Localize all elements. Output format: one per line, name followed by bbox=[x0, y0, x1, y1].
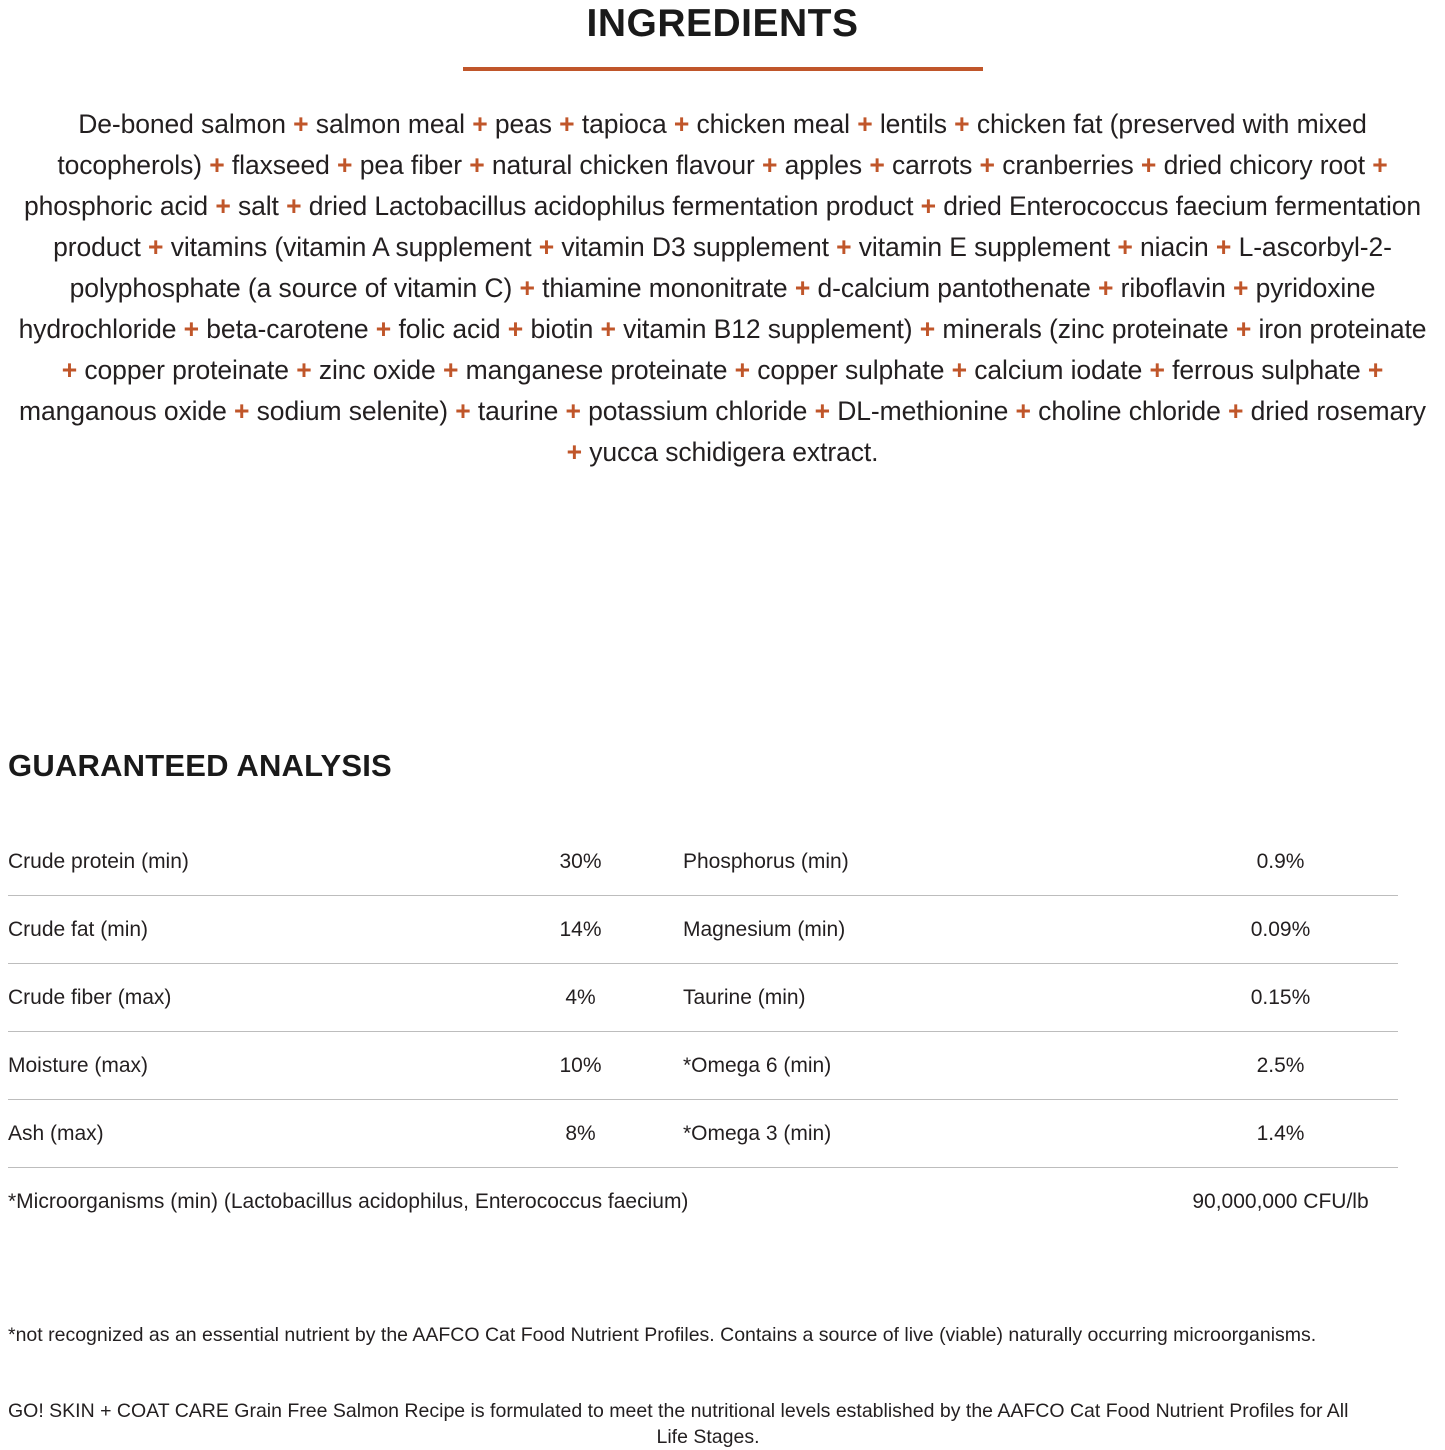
ingredient-separator: + bbox=[208, 191, 238, 221]
table-row bbox=[8, 964, 1398, 1032]
nutrient-value-left: 30% bbox=[559, 850, 602, 873]
ingredient-separator: + bbox=[666, 109, 697, 139]
aafco-statement bbox=[8, 1398, 1408, 1450]
ingredients-heading: INGREDIENTS bbox=[586, 2, 859, 45]
ingredient-separator: + bbox=[1220, 396, 1251, 426]
ingredient-separator: + bbox=[558, 396, 589, 426]
ingredient-separator: + bbox=[1090, 273, 1121, 303]
ingredient-separator: + bbox=[913, 191, 944, 221]
ingredient-separator: + bbox=[140, 232, 171, 262]
ingredient-separator: + bbox=[329, 150, 360, 180]
ingredient-separator: + bbox=[176, 314, 207, 344]
ingredient-separator: + bbox=[972, 150, 1003, 180]
ingredient-separator: + bbox=[1110, 232, 1141, 262]
ingredient-separator: + bbox=[593, 314, 624, 344]
ingredient-separator: + bbox=[278, 191, 309, 221]
ingredient-separator: + bbox=[566, 437, 590, 467]
guaranteed-analysis-heading: GUARANTEED ANALYSIS bbox=[8, 748, 392, 783]
nutrient-label-right: *Omega 3 (min) bbox=[683, 1122, 832, 1145]
nutrient-value-left: 10% bbox=[559, 1054, 602, 1077]
nutrient-value-right: 2.5% bbox=[1256, 1054, 1305, 1077]
table-row bbox=[8, 828, 1398, 896]
aafco-line-1: GO! SKIN + COAT CARE Grain Free Salmon Recipe is formulated to meet the nutritional levels established by the AAFCO Cat Food Nutrient Profiles for All bbox=[8, 1400, 1349, 1422]
guaranteed-analysis-table bbox=[8, 828, 1398, 1235]
ingredient-separator: + bbox=[201, 150, 232, 180]
nutrient-label-left: Crude protein (min) bbox=[8, 850, 189, 873]
asterisk-footnote: *not recognized as an essential nutrient by the AAFCO Cat Food Nutrient Profiles. Contains a source of live (viable) naturally occurring microorganisms. bbox=[8, 1324, 1317, 1346]
nutrient-value-right: 0.9% bbox=[1256, 850, 1305, 873]
ingredient-separator: + bbox=[461, 150, 492, 180]
nutrient-label-left: Crude fat (min) bbox=[8, 918, 149, 941]
ingredient-separator: + bbox=[288, 355, 319, 385]
ingredient-separator: + bbox=[944, 355, 975, 385]
ingredient-separator: + bbox=[551, 109, 582, 139]
nutrient-value-left: 4% bbox=[565, 986, 596, 1009]
nutrient-value-right: 1.4% bbox=[1256, 1122, 1305, 1145]
ingredient-separator: + bbox=[512, 273, 543, 303]
ingredient-separator: + bbox=[727, 355, 758, 385]
table-row-microorganisms bbox=[8, 1168, 1398, 1236]
ingredient-separator: + bbox=[1360, 355, 1384, 385]
nutrient-label-right: Taurine (min) bbox=[683, 986, 806, 1009]
ingredient-separator: + bbox=[862, 150, 892, 180]
ingredient-separator: + bbox=[807, 396, 838, 426]
ingredients-text: De-boned salmon + salmon meal + peas + tapioca + chicken meal + lentils + chicken fat (preserved with mixed tocopherols) + flaxseed + pea fiber + natural chicken flavour + apples + carrots + cranberries + dried chicory root + phosphoric acid + salt + dried Lactobacillus acidophilus fermentation product + dried Enterococcus faecium fermentation product + vitamins (vitamin A supplement + vitamin D3 supplement + vitamin E supplement + niacin + L-ascorbyl-2-polyphosphate (a source of vitamin C) + thiamine mononitrate + d-calcium pantothenate + riboflavin + pyridoxine hydrochloride + beta-carotene + folic acid + biotin + vitamin B12 supplement) + minerals (zinc proteinate + iron proteinate + copper proteinate + zinc oxide + manganese proteinate + copper sulphate + calcium iodate + ferrous sulphate + manganous oxide + sodium selenite) + taurine + potassium chloride + DL-methionine + choline chloride + dried rosemary + yucca schidigera extract. bbox=[18, 109, 1427, 467]
ingredient-separator: + bbox=[285, 109, 316, 139]
ingredient-separator: + bbox=[1208, 232, 1239, 262]
ingredient-separator: + bbox=[849, 109, 880, 139]
microorganisms-label: *Microorganisms (min) (Lactobacillus acidophilus, Enterococcus faecium) bbox=[8, 1190, 689, 1213]
ingredient-separator: + bbox=[368, 314, 399, 344]
nutrient-label-left: Moisture (max) bbox=[8, 1054, 149, 1077]
nutrient-label-right: Magnesium (min) bbox=[683, 918, 846, 941]
nutrient-label-right: *Omega 6 (min) bbox=[683, 1054, 832, 1077]
microorganisms-value: 90,000,000 CFU/lb bbox=[1192, 1190, 1369, 1213]
nutrient-value-left: 14% bbox=[559, 918, 602, 941]
nutrient-value-right: 0.15% bbox=[1250, 986, 1311, 1009]
ingredient-separator: + bbox=[61, 355, 85, 385]
ingredient-separator: + bbox=[787, 273, 818, 303]
ingredient-separator: + bbox=[828, 232, 859, 262]
nutrient-label-left: Ash (max) bbox=[8, 1122, 104, 1145]
ingredient-separator: + bbox=[500, 314, 531, 344]
table-row bbox=[8, 1032, 1398, 1100]
nutrient-label-left: Crude fiber (max) bbox=[8, 986, 172, 1009]
ingredient-separator: + bbox=[1365, 150, 1388, 180]
table-row bbox=[8, 896, 1398, 964]
ingredient-separator: + bbox=[1225, 273, 1256, 303]
ingredient-separator: + bbox=[1133, 150, 1164, 180]
ingredient-separator: + bbox=[226, 396, 257, 426]
ingredient-separator: + bbox=[1008, 396, 1039, 426]
nutrient-value-right: 0.09% bbox=[1250, 918, 1311, 941]
ingredient-separator: + bbox=[754, 150, 785, 180]
nutrient-label-right: Phosphorus (min) bbox=[683, 850, 849, 873]
table-row bbox=[8, 1100, 1398, 1168]
ingredient-separator: + bbox=[464, 109, 495, 139]
heading-divider bbox=[463, 67, 983, 71]
ingredient-separator: + bbox=[448, 396, 478, 426]
ingredient-separator: + bbox=[1142, 355, 1173, 385]
nutrient-value-left: 8% bbox=[565, 1122, 596, 1145]
ingredient-separator: + bbox=[435, 355, 466, 385]
aafco-line-2: Life Stages. bbox=[656, 1426, 760, 1448]
ingredient-separator: + bbox=[946, 109, 977, 139]
ingredient-separator: + bbox=[1228, 314, 1259, 344]
ingredient-separator: + bbox=[531, 232, 562, 262]
ingredient-separator: + bbox=[912, 314, 943, 344]
